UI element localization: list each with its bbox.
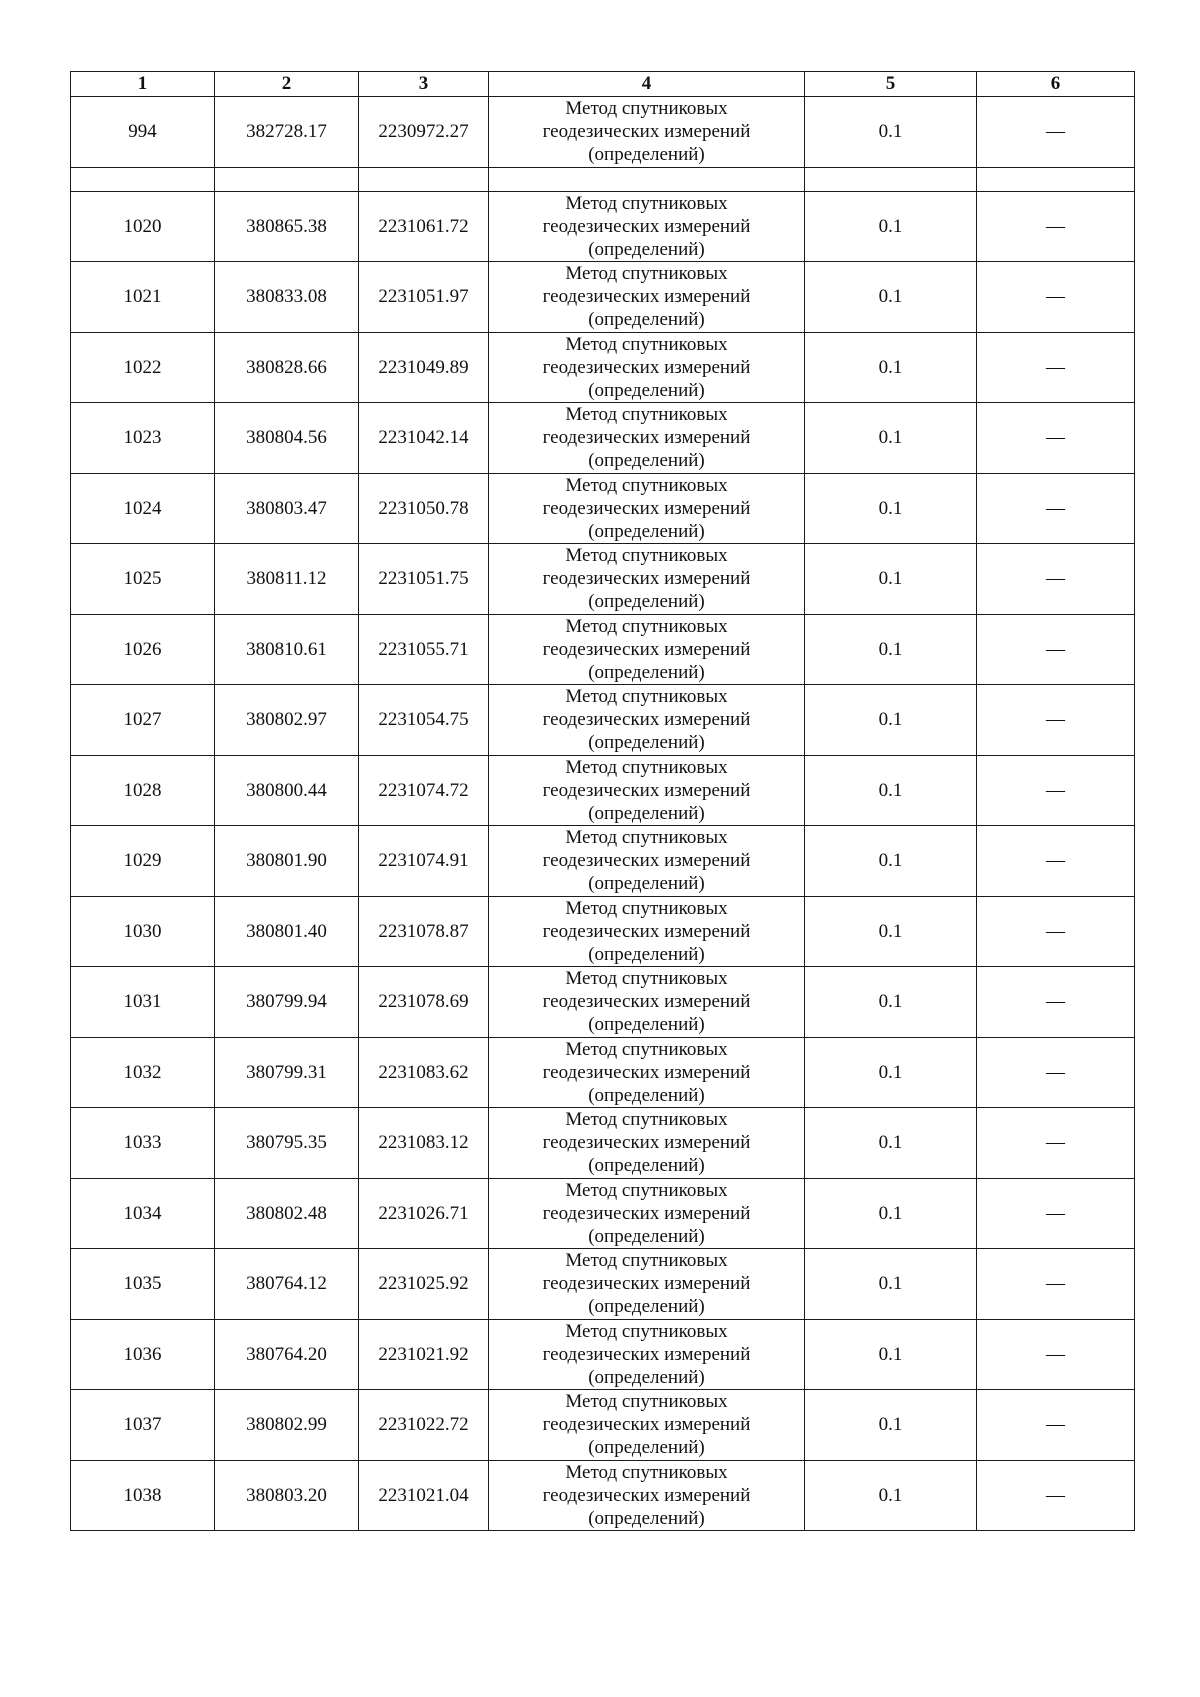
y-coordinate-cell: 2231074.91	[359, 826, 489, 897]
method-cell	[489, 544, 805, 615]
accuracy-cell: 0.1	[805, 1037, 977, 1108]
method-line: (определений)	[588, 943, 705, 965]
method-line: геодезических измерений	[542, 1061, 751, 1083]
empty-cell	[71, 167, 215, 191]
method-line: геодезических измерений	[542, 1202, 751, 1224]
accuracy-cell: 0.1	[805, 1460, 977, 1531]
accuracy-cell: 0.1	[805, 191, 977, 262]
note-cell: —	[977, 191, 1135, 262]
accuracy-cell: 0.1	[805, 97, 977, 168]
method-line: (определений)	[588, 1437, 705, 1459]
table-row	[71, 1390, 1135, 1461]
x-coordinate-cell: 380803.47	[215, 473, 359, 544]
accuracy-cell: 0.1	[805, 1249, 977, 1320]
table-row	[71, 1460, 1135, 1531]
x-coordinate-cell: 380810.61	[215, 614, 359, 685]
note-cell: —	[977, 1037, 1135, 1108]
method-line: Метод спутниковых	[565, 1038, 728, 1060]
method-line: геодезических измерений	[542, 1414, 751, 1436]
y-coordinate-cell: 2231078.87	[359, 896, 489, 967]
note-cell: —	[977, 97, 1135, 168]
note-cell: —	[977, 1460, 1135, 1531]
accuracy-cell: 0.1	[805, 826, 977, 897]
table-row	[71, 1249, 1135, 1320]
point-number-cell: 1036	[71, 1319, 215, 1390]
method-line: (определений)	[588, 309, 705, 331]
method-line: Метод спутниковых	[565, 1179, 728, 1201]
method-line: Метод спутниковых	[565, 615, 728, 637]
point-number-cell: 1030	[71, 896, 215, 967]
x-coordinate-cell: 380802.99	[215, 1390, 359, 1461]
table-row	[71, 473, 1135, 544]
accuracy-cell: 0.1	[805, 685, 977, 756]
method-line: Метод спутниковых	[565, 98, 728, 120]
table-row-blank	[71, 167, 1135, 191]
x-coordinate-cell: 380811.12	[215, 544, 359, 615]
method-line: Метод спутниковых	[565, 404, 728, 426]
x-coordinate-cell: 380799.94	[215, 967, 359, 1038]
accuracy-cell: 0.1	[805, 473, 977, 544]
table-row	[71, 191, 1135, 262]
header-col-3: 3	[359, 72, 489, 97]
x-coordinate-cell: 380764.20	[215, 1319, 359, 1390]
method-line: геодезических измерений	[542, 286, 751, 308]
note-cell: —	[977, 473, 1135, 544]
y-coordinate-cell: 2231078.69	[359, 967, 489, 1038]
x-coordinate-cell: 380804.56	[215, 403, 359, 474]
x-coordinate-cell: 380865.38	[215, 191, 359, 262]
method-line: Метод спутниковых	[565, 545, 728, 567]
method-line: геодезических измерений	[542, 779, 751, 801]
note-cell: —	[977, 1249, 1135, 1320]
point-number-cell: 1033	[71, 1108, 215, 1179]
table-row	[71, 755, 1135, 826]
method-line: геодезических измерений	[542, 356, 751, 378]
accuracy-cell: 0.1	[805, 332, 977, 403]
point-number-cell: 994	[71, 97, 215, 168]
point-number-cell: 1032	[71, 1037, 215, 1108]
method-cell	[489, 755, 805, 826]
point-number-cell: 1034	[71, 1178, 215, 1249]
method-line: геодезических измерений	[542, 1484, 751, 1506]
method-line: (определений)	[588, 450, 705, 472]
coordinates-table	[70, 71, 1135, 1531]
y-coordinate-cell: 2231083.12	[359, 1108, 489, 1179]
table-row	[71, 544, 1135, 615]
accuracy-cell: 0.1	[805, 1108, 977, 1179]
method-line: геодезических измерений	[542, 850, 751, 872]
accuracy-cell: 0.1	[805, 755, 977, 826]
note-cell: —	[977, 1390, 1135, 1461]
table-row	[71, 967, 1135, 1038]
y-coordinate-cell: 2231051.75	[359, 544, 489, 615]
note-cell: —	[977, 614, 1135, 685]
table-body	[71, 97, 1135, 1531]
y-coordinate-cell: 2231061.72	[359, 191, 489, 262]
note-cell: —	[977, 1178, 1135, 1249]
table-row	[71, 1319, 1135, 1390]
note-cell: —	[977, 896, 1135, 967]
method-line: геодезических измерений	[542, 920, 751, 942]
empty-cell	[215, 167, 359, 191]
note-cell: —	[977, 403, 1135, 474]
empty-cell	[977, 167, 1135, 191]
empty-cell	[489, 167, 805, 191]
y-coordinate-cell: 2231021.04	[359, 1460, 489, 1531]
method-cell	[489, 191, 805, 262]
note-cell: —	[977, 262, 1135, 333]
method-line: (определений)	[588, 873, 705, 895]
method-line: (определений)	[588, 379, 705, 401]
accuracy-cell: 0.1	[805, 1319, 977, 1390]
method-line: геодезических измерений	[542, 1273, 751, 1295]
method-cell	[489, 473, 805, 544]
header-col-5: 5	[805, 72, 977, 97]
method-cell	[489, 1390, 805, 1461]
method-line: геодезических измерений	[542, 709, 751, 731]
point-number-cell: 1022	[71, 332, 215, 403]
method-cell	[489, 1037, 805, 1108]
y-coordinate-cell: 2231050.78	[359, 473, 489, 544]
y-coordinate-cell: 2231049.89	[359, 332, 489, 403]
method-line: (определений)	[588, 1296, 705, 1318]
y-coordinate-cell: 2231055.71	[359, 614, 489, 685]
method-cell	[489, 1319, 805, 1390]
accuracy-cell: 0.1	[805, 403, 977, 474]
point-number-cell: 1026	[71, 614, 215, 685]
method-line: Метод спутниковых	[565, 1461, 728, 1483]
method-cell	[489, 403, 805, 474]
table-row	[71, 97, 1135, 168]
method-line: (определений)	[588, 144, 705, 166]
x-coordinate-cell: 380802.48	[215, 1178, 359, 1249]
method-line: (определений)	[588, 591, 705, 613]
method-line: Метод спутниковых	[565, 1320, 728, 1342]
x-coordinate-cell: 380801.40	[215, 896, 359, 967]
header-col-1: 1	[71, 72, 215, 97]
accuracy-cell: 0.1	[805, 1178, 977, 1249]
point-number-cell: 1023	[71, 403, 215, 474]
method-line: Метод спутниковых	[565, 474, 728, 496]
point-number-cell: 1024	[71, 473, 215, 544]
table-row	[71, 1108, 1135, 1179]
method-line: геодезических измерений	[542, 497, 751, 519]
point-number-cell: 1029	[71, 826, 215, 897]
x-coordinate-cell: 380803.20	[215, 1460, 359, 1531]
method-line: (определений)	[588, 1225, 705, 1247]
method-cell	[489, 262, 805, 333]
table-row	[71, 826, 1135, 897]
method-cell	[489, 97, 805, 168]
method-line: (определений)	[588, 661, 705, 683]
table-row	[71, 262, 1135, 333]
note-cell: —	[977, 1319, 1135, 1390]
method-line: (определений)	[588, 802, 705, 824]
method-line: (определений)	[588, 1507, 705, 1529]
table-header	[71, 72, 1135, 97]
table-row	[71, 403, 1135, 474]
method-line: геодезических измерений	[542, 568, 751, 590]
empty-cell	[805, 167, 977, 191]
method-cell	[489, 1249, 805, 1320]
y-coordinate-cell: 2231022.72	[359, 1390, 489, 1461]
table-row	[71, 332, 1135, 403]
method-line: Метод спутниковых	[565, 192, 728, 214]
method-line: Метод спутниковых	[565, 1391, 728, 1413]
y-coordinate-cell: 2231051.97	[359, 262, 489, 333]
method-line: Метод спутниковых	[565, 1109, 728, 1131]
method-line: геодезических измерений	[542, 121, 751, 143]
method-cell	[489, 967, 805, 1038]
method-line: Метод спутниковых	[565, 333, 728, 355]
y-coordinate-cell: 2230972.27	[359, 97, 489, 168]
method-cell	[489, 1108, 805, 1179]
x-coordinate-cell: 380764.12	[215, 1249, 359, 1320]
accuracy-cell: 0.1	[805, 262, 977, 333]
method-line: Метод спутниковых	[565, 827, 728, 849]
method-line: (определений)	[588, 520, 705, 542]
method-cell	[489, 1460, 805, 1531]
note-cell: —	[977, 685, 1135, 756]
method-cell	[489, 685, 805, 756]
y-coordinate-cell: 2231042.14	[359, 403, 489, 474]
method-line: (определений)	[588, 1084, 705, 1106]
method-line: (определений)	[588, 732, 705, 754]
method-cell	[489, 614, 805, 685]
table-row	[71, 896, 1135, 967]
method-cell	[489, 332, 805, 403]
note-cell: —	[977, 332, 1135, 403]
y-coordinate-cell: 2231054.75	[359, 685, 489, 756]
table-row	[71, 1178, 1135, 1249]
method-cell	[489, 896, 805, 967]
x-coordinate-cell: 380800.44	[215, 755, 359, 826]
method-line: Метод спутниковых	[565, 756, 728, 778]
method-line: (определений)	[588, 1014, 705, 1036]
accuracy-cell: 0.1	[805, 967, 977, 1038]
method-line: геодезических измерений	[542, 638, 751, 660]
y-coordinate-cell: 2231026.71	[359, 1178, 489, 1249]
method-cell	[489, 826, 805, 897]
accuracy-cell: 0.1	[805, 896, 977, 967]
method-line: Метод спутниковых	[565, 968, 728, 990]
y-coordinate-cell: 2231021.92	[359, 1319, 489, 1390]
x-coordinate-cell: 380799.31	[215, 1037, 359, 1108]
method-cell	[489, 1178, 805, 1249]
y-coordinate-cell: 2231025.92	[359, 1249, 489, 1320]
accuracy-cell: 0.1	[805, 614, 977, 685]
accuracy-cell: 0.1	[805, 544, 977, 615]
method-line: геодезических измерений	[542, 215, 751, 237]
point-number-cell: 1031	[71, 967, 215, 1038]
point-number-cell: 1037	[71, 1390, 215, 1461]
method-line: Метод спутниковых	[565, 263, 728, 285]
method-line: (определений)	[588, 1366, 705, 1388]
point-number-cell: 1021	[71, 262, 215, 333]
accuracy-cell: 0.1	[805, 1390, 977, 1461]
table-row	[71, 1037, 1135, 1108]
header-col-6: 6	[977, 72, 1135, 97]
point-number-cell: 1028	[71, 755, 215, 826]
table-row	[71, 614, 1135, 685]
note-cell: —	[977, 1108, 1135, 1179]
point-number-cell: 1038	[71, 1460, 215, 1531]
point-number-cell: 1027	[71, 685, 215, 756]
method-line: Метод спутниковых	[565, 686, 728, 708]
method-line: Метод спутниковых	[565, 897, 728, 919]
x-coordinate-cell: 380833.08	[215, 262, 359, 333]
method-line: геодезических измерений	[542, 991, 751, 1013]
method-line: геодезических измерений	[542, 1343, 751, 1365]
point-number-cell: 1020	[71, 191, 215, 262]
y-coordinate-cell: 2231083.62	[359, 1037, 489, 1108]
x-coordinate-cell: 382728.17	[215, 97, 359, 168]
header-col-2: 2	[215, 72, 359, 97]
x-coordinate-cell: 380802.97	[215, 685, 359, 756]
table-row	[71, 685, 1135, 756]
point-number-cell: 1025	[71, 544, 215, 615]
note-cell: —	[977, 755, 1135, 826]
method-line: (определений)	[588, 238, 705, 260]
x-coordinate-cell: 380828.66	[215, 332, 359, 403]
method-line: геодезических измерений	[542, 427, 751, 449]
x-coordinate-cell: 380801.90	[215, 826, 359, 897]
note-cell: —	[977, 826, 1135, 897]
header-col-4: 4	[489, 72, 805, 97]
y-coordinate-cell: 2231074.72	[359, 755, 489, 826]
empty-cell	[359, 167, 489, 191]
method-line: геодезических измерений	[542, 1132, 751, 1154]
note-cell: —	[977, 967, 1135, 1038]
note-cell: —	[977, 544, 1135, 615]
method-line: (определений)	[588, 1155, 705, 1177]
method-line: Метод спутниковых	[565, 1250, 728, 1272]
x-coordinate-cell: 380795.35	[215, 1108, 359, 1179]
header-row	[71, 72, 1135, 97]
point-number-cell: 1035	[71, 1249, 215, 1320]
